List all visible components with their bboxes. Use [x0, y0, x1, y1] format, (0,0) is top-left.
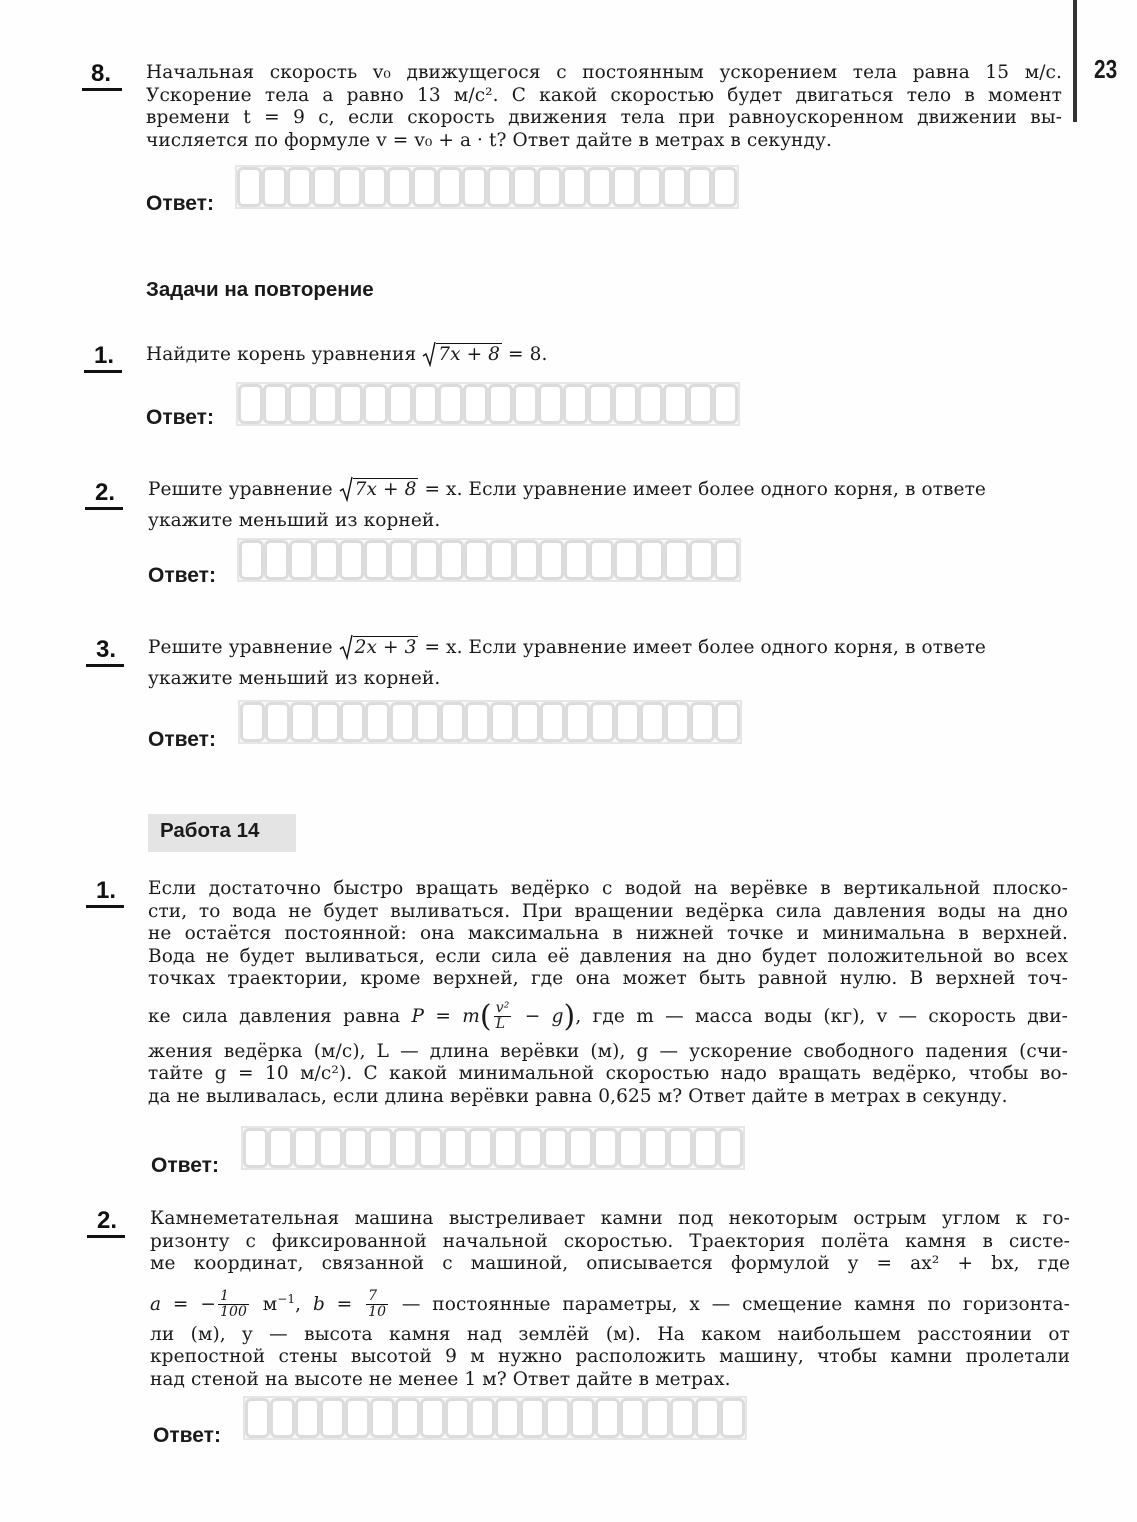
work-task-2-line: ли (м), y — высота камня над землёй (м). На каком наибольшем расстоянии от — [150, 1323, 1070, 1345]
repeat-task-2-text — [148, 479, 1064, 532]
margin-bar — [1073, 0, 1077, 122]
answer-cell[interactable] — [614, 540, 639, 580]
answer-cell[interactable] — [413, 384, 438, 424]
answer-cell[interactable] — [238, 384, 263, 424]
answer-cell[interactable] — [312, 167, 337, 207]
answer-cell[interactable] — [720, 1398, 745, 1438]
answer-cell[interactable] — [489, 540, 514, 580]
answer-cell[interactable] — [715, 702, 740, 742]
repeat-task-1-lead: Найдите корень уравнения — [146, 344, 423, 365]
work-task-1-line: точках траектории, кроме верхней, где она может быть равной нулю. В верхней точ- — [148, 968, 1068, 989]
answer-label: Ответ: — [151, 1154, 219, 1177]
repeat-task-2-lead: Решите уравнение — [148, 479, 339, 500]
answer-cell[interactable] — [445, 1398, 470, 1438]
answer-cell[interactable] — [613, 384, 638, 424]
work-task-2-line: над стеной на высоте не менее 1 м? Ответ дайте в метрах. — [150, 1368, 731, 1390]
answer-label: Ответ: — [146, 192, 214, 215]
answer-cell[interactable] — [493, 1128, 518, 1168]
answer-cell[interactable] — [518, 1128, 543, 1168]
answer-cell[interactable] — [437, 167, 462, 207]
answer-cell[interactable] — [270, 1398, 295, 1438]
answer-cell[interactable] — [262, 167, 287, 207]
repeat-task-3-number: 3. — [96, 636, 117, 663]
work-task-2-line: крепостной стены высотой 9 м нужно расположить машину, чтобы камни пролетали — [150, 1346, 1070, 1368]
answer-cell[interactable] — [443, 1128, 468, 1168]
task-8-line: Начальная скорость v₀ движущегося с постоянным ускорением тела равна 15 м/с. — [146, 62, 1062, 83]
work-title: Работа 14 — [148, 814, 296, 852]
repeat-task-1-number: 1. — [94, 342, 115, 369]
answer-cell[interactable] — [290, 702, 315, 742]
answer-cell[interactable] — [264, 540, 289, 580]
answer-cell[interactable] — [568, 1128, 593, 1168]
answer-cell[interactable] — [690, 702, 715, 742]
repeat-task-2-tail: = x. Если уравнение имеет более одного корня, в ответе — [418, 479, 986, 500]
work-task-1-line: да не выливалась, если длина верёвки равна 0,625 м? Ответ дайте в метрах в секунду. — [148, 1085, 1008, 1107]
formula-tail: , где m — масса воды (кг), v — скорость дви- — [575, 1005, 1068, 1027]
task-8-number: 8. — [91, 60, 112, 87]
work-task-1-number: 1. — [96, 877, 117, 904]
task-8-text — [146, 62, 1062, 152]
answer-cell[interactable] — [463, 384, 488, 424]
answer-boxes-repeat-1[interactable] — [236, 382, 740, 426]
work-task-1-line: Вода не будет выливаться, если сила её давления на дно будет положительной во всех — [148, 945, 1068, 967]
answer-cell[interactable] — [470, 1398, 495, 1438]
answer-label: Ответ: — [153, 1424, 221, 1447]
answer-cell[interactable] — [615, 702, 640, 742]
answer-cell[interactable] — [243, 1128, 268, 1168]
answer-cell[interactable] — [418, 1128, 443, 1168]
answer-cell[interactable] — [588, 384, 613, 424]
answer-cell[interactable] — [668, 1128, 693, 1168]
page-number: 23 — [1094, 54, 1118, 84]
answer-cell[interactable] — [712, 167, 737, 207]
answer-cell[interactable] — [490, 702, 515, 742]
answer-cell[interactable] — [315, 702, 340, 742]
sqrt-sign — [422, 344, 502, 367]
answer-cell[interactable] — [587, 167, 612, 207]
answer-cell[interactable] — [439, 540, 464, 580]
answer-cell[interactable] — [245, 1398, 270, 1438]
answer-cell[interactable] — [689, 540, 714, 580]
answer-cell[interactable] — [563, 384, 588, 424]
answer-cell[interactable] — [570, 1398, 595, 1438]
answer-cell[interactable] — [665, 702, 690, 742]
answer-cell[interactable] — [288, 384, 313, 424]
work-task-1-line: жения ведёрка (м/с), L — длина верёвки (м), g — ускорение свободного падения (счи- — [148, 1040, 1068, 1062]
work-task-2-params-line — [150, 1280, 1070, 1324]
answer-cell[interactable] — [589, 540, 614, 580]
answer-label: Ответ: — [148, 728, 216, 751]
answer-cell[interactable] — [593, 1128, 618, 1168]
answer-cell[interactable] — [595, 1398, 620, 1438]
answer-cell[interactable] — [412, 167, 437, 207]
answer-cell[interactable] — [440, 702, 465, 742]
task-8-line: Ускорение тела a равно 13 м/с². С какой скоростью будет двигаться тело в момент — [146, 84, 1062, 106]
work-task-2-number: 2. — [97, 1207, 118, 1234]
task-8-rule — [82, 88, 122, 91]
answer-cell[interactable] — [340, 702, 365, 742]
repeat-task-2-line2: укажите меньший из корней. — [148, 509, 441, 531]
answer-cell[interactable] — [387, 167, 412, 207]
answer-cell[interactable] — [515, 702, 540, 742]
repeat-task-1-rule — [84, 370, 122, 373]
answer-cell[interactable] — [693, 1128, 718, 1168]
answer-cell[interactable] — [415, 702, 440, 742]
answer-cell[interactable] — [314, 540, 339, 580]
answer-cell[interactable] — [687, 167, 712, 207]
answer-cell[interactable] — [263, 384, 288, 424]
task-8-line: числяется по формуле v = v₀ + a · t? Ответ дайте в метрах в секунду. — [146, 129, 832, 151]
answer-cell[interactable] — [512, 167, 537, 207]
answer-cell[interactable] — [395, 1398, 420, 1438]
answer-cell[interactable] — [365, 702, 390, 742]
section-title: Задачи на повторение — [146, 278, 374, 301]
answer-label: Ответ: — [146, 406, 214, 429]
answer-cell[interactable] — [663, 384, 688, 424]
answer-cell[interactable] — [540, 702, 565, 742]
repeat-task-1-tail: = 8. — [502, 344, 548, 365]
sqrt-sign — [339, 637, 419, 660]
answer-cell[interactable] — [339, 540, 364, 580]
answer-cell[interactable] — [237, 167, 262, 207]
work-task-2-line: ризонту с фиксированной начальной скоростью. Траектория полёта камня в систе- — [150, 1230, 1070, 1252]
repeat-task-3-text — [148, 637, 1064, 690]
answer-cell[interactable] — [464, 540, 489, 580]
repeat-task-1-text — [146, 344, 1062, 367]
answer-cell[interactable] — [313, 384, 338, 424]
repeat-task-2-rule — [85, 507, 123, 510]
answer-cell[interactable] — [538, 384, 563, 424]
answer-cell[interactable] — [513, 384, 538, 424]
answer-boxes-repeat-2[interactable] — [237, 538, 741, 582]
answer-cell[interactable] — [562, 167, 587, 207]
answer-cell[interactable] — [393, 1128, 418, 1168]
work-task-2-line: Камнеметательная машина выстреливает камни под некоторым острым углом к го- — [150, 1208, 1070, 1229]
work-task-1-line: не остаётся постоянной: она максимальна в нижней точке и минимальна в верхней. — [148, 923, 1068, 944]
answer-cell[interactable] — [488, 384, 513, 424]
work-task-1-line: Если достаточно быстро вращать ведёрко с водой на верёвке в вертикальной плоско- — [148, 878, 1068, 899]
answer-cell[interactable] — [612, 167, 637, 207]
answer-cell[interactable] — [287, 167, 312, 207]
work-task-1-line: сти, то вода не будет выливаться. При вращении ведёрка сила давления воды на дно — [148, 900, 1068, 922]
answer-cell[interactable] — [713, 384, 738, 424]
answer-cell[interactable] — [539, 540, 564, 580]
answer-cell[interactable] — [664, 540, 689, 580]
answer-cell[interactable] — [670, 1398, 695, 1438]
work-task-1-text — [148, 878, 1068, 1108]
repeat-task-2-radicand: 7x + 8 — [354, 479, 417, 500]
repeat-task-3-lead: Решите уравнение — [148, 637, 339, 658]
answer-cell[interactable] — [638, 384, 663, 424]
answer-cell[interactable] — [465, 702, 490, 742]
params-tail: — постоянные параметры, x — смещение камня по горизонта- — [390, 1293, 1070, 1315]
answer-cell[interactable] — [345, 1398, 370, 1438]
answer-cell[interactable] — [239, 540, 264, 580]
answer-cell[interactable] — [662, 167, 687, 207]
answer-label: Ответ: — [148, 564, 216, 587]
work-task-2-rule — [87, 1235, 125, 1238]
answer-cell[interactable] — [639, 540, 664, 580]
answer-cell[interactable] — [268, 1128, 293, 1168]
answer-cell[interactable] — [543, 1128, 568, 1168]
answer-boxes-repeat-3[interactable] — [238, 700, 742, 744]
answer-cell[interactable] — [289, 540, 314, 580]
answer-cell[interactable] — [390, 702, 415, 742]
answer-cell[interactable] — [537, 167, 562, 207]
sqrt-sign — [339, 479, 419, 502]
answer-cell[interactable] — [364, 540, 389, 580]
answer-cell[interactable] — [368, 1128, 393, 1168]
params-formula: a = − $\frac{1}{100}$ $м^{-1}$, b = $\frac{7}{10}$ — [150, 1288, 387, 1321]
work-task-2-line: ме координат, связанной с машиной, описывается формулой y = ax² + bx, где — [150, 1253, 1070, 1274]
answer-cell[interactable] — [468, 1128, 493, 1168]
answer-cell[interactable] — [240, 702, 265, 742]
answer-cell[interactable] — [370, 1398, 395, 1438]
repeat-task-3-rule — [86, 664, 124, 667]
work-task-2-text — [150, 1208, 1070, 1391]
task-8-line: времени t = 9 с, если скорость движения тела при равноускоренном движении вы- — [146, 107, 1062, 128]
repeat-task-3-line2: укажите меньший из корней. — [148, 667, 441, 689]
answer-cell[interactable] — [643, 1128, 668, 1168]
answer-cell[interactable] — [618, 1128, 643, 1168]
answer-cell[interactable] — [388, 384, 413, 424]
answer-cell[interactable] — [320, 1398, 345, 1438]
repeat-task-2-number: 2. — [95, 479, 116, 506]
repeat-task-3-radicand: 2x + 3 — [354, 637, 417, 658]
pressure-formula: P = m( $\frac{\text{v²}}{L}$ − g) — [411, 998, 576, 1034]
answer-cell[interactable] — [564, 540, 589, 580]
answer-cell[interactable] — [695, 1398, 720, 1438]
answer-cell[interactable] — [363, 384, 388, 424]
answer-cell[interactable] — [337, 167, 362, 207]
answer-cell[interactable] — [362, 167, 387, 207]
answer-cell[interactable] — [389, 540, 414, 580]
answer-cell[interactable] — [714, 540, 739, 580]
answer-cell[interactable] — [293, 1128, 318, 1168]
answer-cell[interactable] — [520, 1398, 545, 1438]
answer-cell[interactable] — [487, 167, 512, 207]
answer-cell[interactable] — [688, 384, 713, 424]
answer-cell[interactable] — [438, 384, 463, 424]
repeat-task-1-radicand: 7x + 8 — [438, 344, 501, 365]
answer-cell[interactable] — [462, 167, 487, 207]
answer-cell[interactable] — [545, 1398, 570, 1438]
answer-boxes-work-2[interactable] — [243, 1396, 747, 1440]
work-task-1-formula-line — [148, 997, 1068, 1037]
answer-cell[interactable] — [645, 1398, 670, 1438]
answer-cell[interactable] — [637, 167, 662, 207]
answer-boxes-task-8[interactable] — [235, 165, 739, 209]
answer-cell[interactable] — [265, 702, 290, 742]
answer-cell[interactable] — [343, 1128, 368, 1168]
answer-cell[interactable] — [640, 702, 665, 742]
answer-cell[interactable] — [565, 702, 590, 742]
work-task-1-line: тайте g = 10 м/с²). С какой минимальной скоростью надо вращать ведёрко, чтобы во- — [148, 1063, 1068, 1084]
answer-boxes-work-1[interactable] — [241, 1126, 745, 1170]
answer-cell[interactable] — [420, 1398, 445, 1438]
work-task-1-rule — [86, 905, 124, 908]
answer-cell[interactable] — [338, 384, 363, 424]
repeat-task-3-tail: = x. Если уравнение имеет более одного корня, в ответе — [418, 637, 986, 658]
answer-cell[interactable] — [620, 1398, 645, 1438]
answer-cell[interactable] — [514, 540, 539, 580]
answer-cell[interactable] — [295, 1398, 320, 1438]
answer-cell[interactable] — [318, 1128, 343, 1168]
answer-cell[interactable] — [590, 702, 615, 742]
answer-cell[interactable] — [718, 1128, 743, 1168]
formula-lead: ке сила давления равна — [148, 1005, 412, 1027]
answer-cell[interactable] — [495, 1398, 520, 1438]
answer-cell[interactable] — [414, 540, 439, 580]
